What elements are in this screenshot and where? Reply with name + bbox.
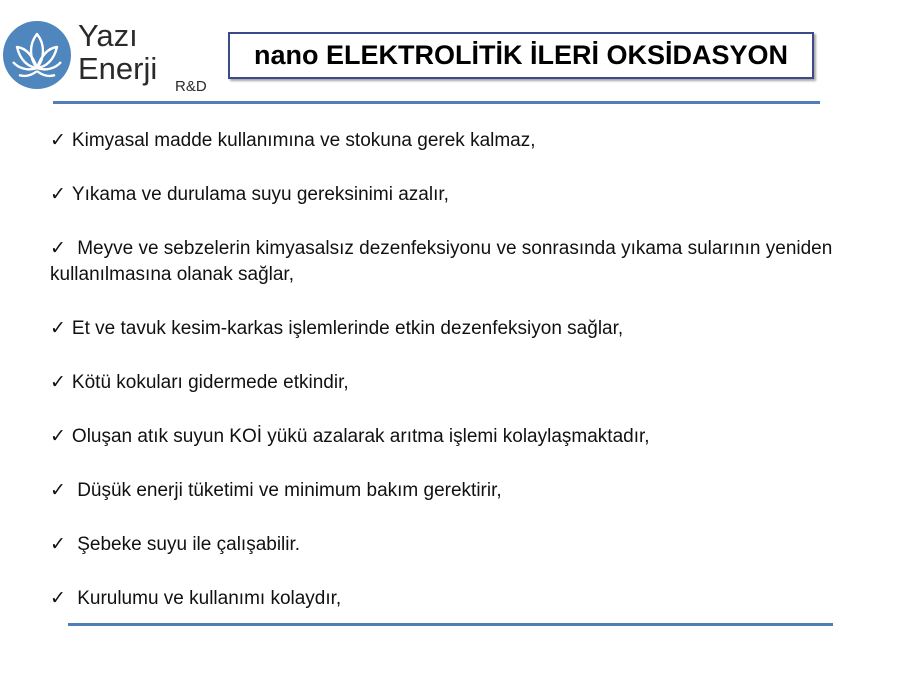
check-mark-icon: ✓ — [50, 534, 66, 555]
list-item — [50, 586, 850, 612]
list-item-text: Yıkama ve durulama suyu gereksinimi azalır, — [71, 184, 449, 205]
check-mark-icon: ✓ — [50, 184, 66, 205]
check-mark-icon: ✓ — [50, 426, 66, 447]
list-item — [50, 370, 850, 396]
brand-suffix: R&D — [175, 78, 207, 95]
brand-name-line1: Yazı — [78, 18, 138, 53]
check-mark-icon: ✓ — [50, 238, 66, 259]
top-divider — [53, 101, 820, 104]
list-item-text: Et ve tavuk kesim-karkas işlemlerinde etkin dezenfeksiyon sağlar, — [71, 318, 624, 339]
list-item-text: Kötü kokuları gidermede etkindir, — [71, 372, 349, 393]
list-item — [50, 478, 850, 504]
check-mark-icon: ✓ — [50, 130, 66, 151]
list-item — [50, 236, 850, 288]
bottom-divider — [68, 623, 833, 626]
list-item-text: Kurulumu ve kullanımı kolaydır, — [71, 588, 342, 609]
lotus-logo-icon — [2, 20, 72, 90]
list-item — [50, 532, 850, 558]
list-item-text: Meyve ve sebzelerin kimyasalsız dezenfeksiyonu ve sonrasında yıkama sularının yeniden kullanılmasına olanak sağlar, — [50, 238, 833, 285]
list-item-text: Şebeke suyu ile çalışabilir. — [71, 534, 301, 555]
list-item-text: Oluşan atık suyun KOİ yükü azalarak arıtma işlemi kolaylaşmaktadır, — [71, 426, 650, 447]
brand-name-line2: Enerji — [78, 51, 158, 86]
title-box — [228, 32, 814, 79]
list-item — [50, 424, 850, 450]
page-title: nano ELEKTROLİTİK İLERİ OKSİDASYON — [253, 40, 788, 70]
feature-list — [50, 128, 850, 612]
check-mark-icon: ✓ — [50, 372, 66, 393]
list-item-text: Düşük enerji tüketimi ve minimum bakım gerektirir, — [71, 480, 502, 501]
list-item — [50, 128, 850, 154]
check-mark-icon: ✓ — [50, 318, 66, 339]
check-mark-icon: ✓ — [50, 480, 66, 501]
check-mark-icon: ✓ — [50, 588, 66, 609]
list-item — [50, 182, 850, 208]
list-item-text: Kimyasal madde kullanımına ve stokuna gerek kalmaz, — [71, 130, 536, 151]
list-item — [50, 316, 850, 342]
